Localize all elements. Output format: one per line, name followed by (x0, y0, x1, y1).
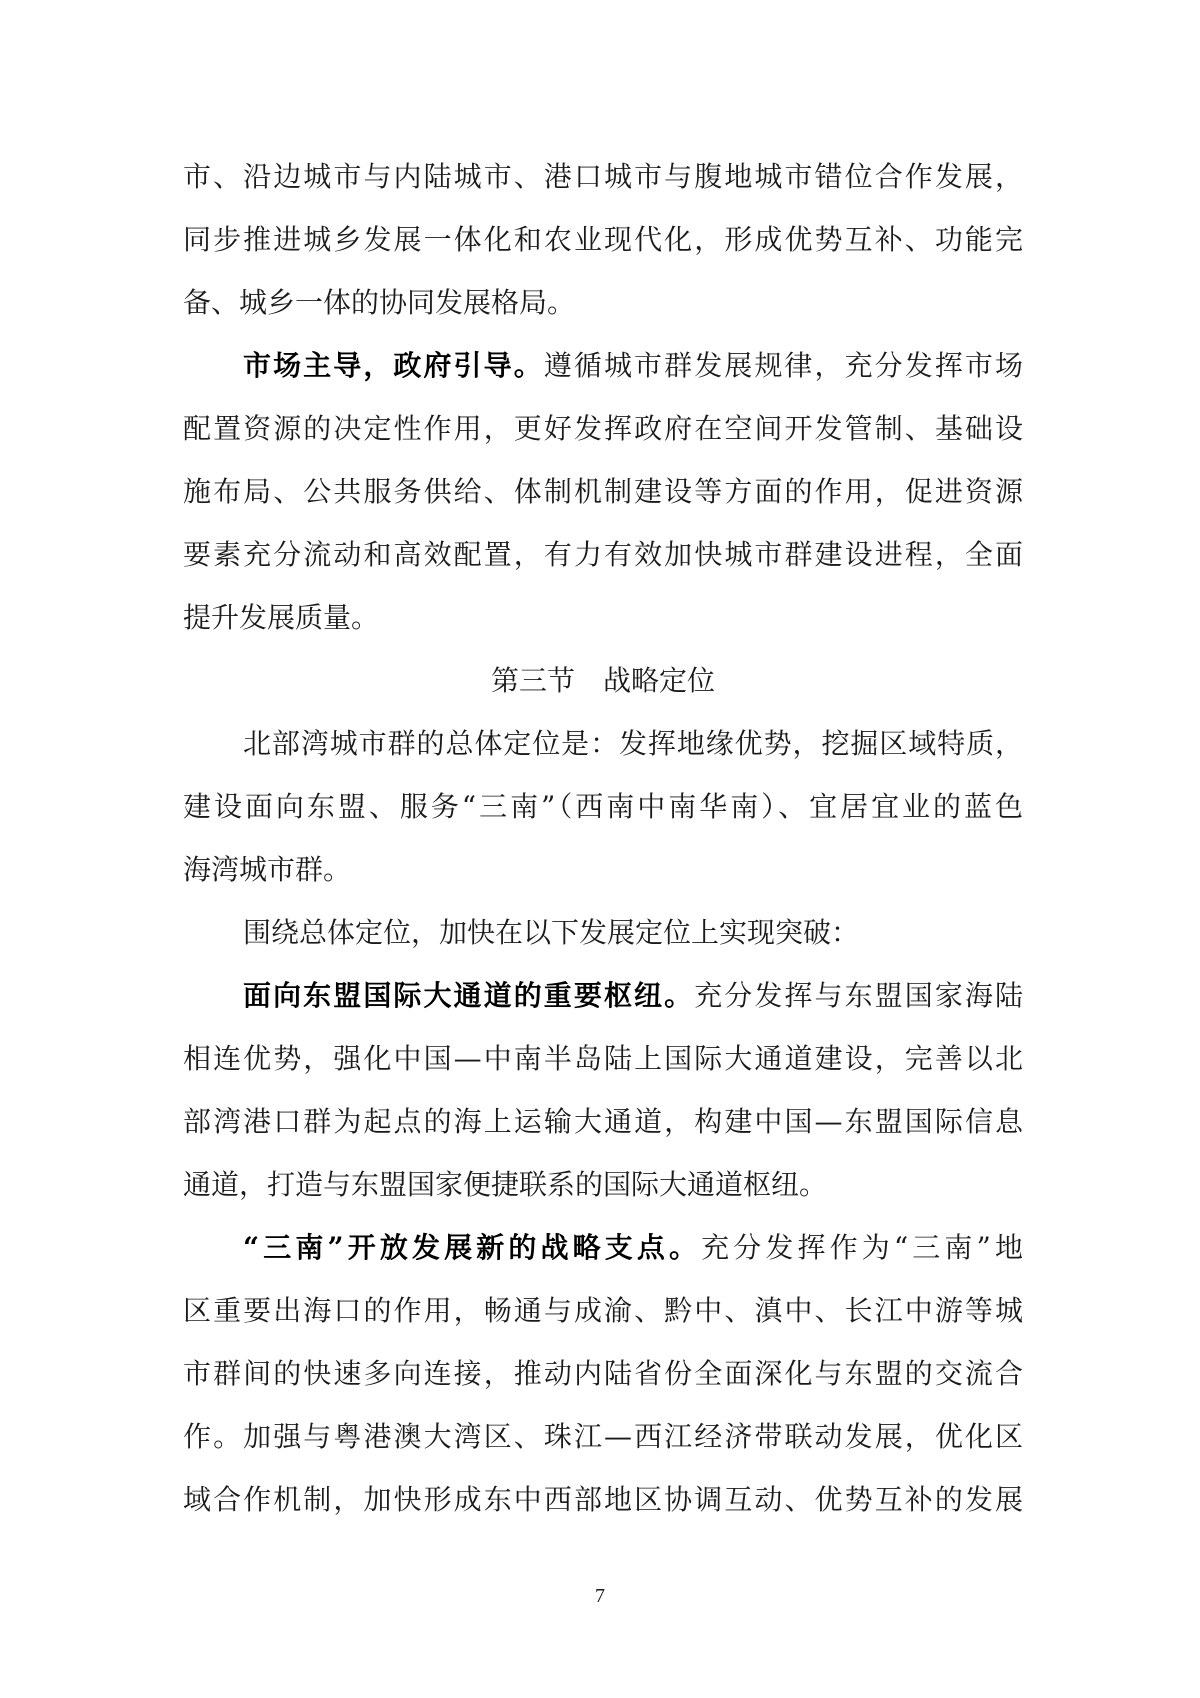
line-text: 充分发挥作为“三南”地 (701, 1231, 1023, 1264)
line-text: 同步推进城乡发展一体化和农业现代化，形成优势互补、功能完 (183, 223, 1023, 256)
text-line (183, 596, 1023, 659)
line-text: 备、城乡一体的协同发展格局。 (183, 286, 576, 319)
line-text: 要素充分流动和高效配置，有力有效加快城市群建设进程，全面 (183, 538, 1023, 571)
line-text: 遵循城市群发展规律，充分发挥市场 (543, 349, 1023, 382)
page-number: 7 (595, 1585, 605, 1607)
bold-lead-in: “三南”开放发展新的战略支点。 (243, 1231, 702, 1264)
bold-lead-in: 市场主导，政府引导。 (243, 349, 544, 382)
text-line (183, 1289, 1023, 1352)
line-text: 区重要出海口的作用，畅通与成渝、黔中、滇中、长江中游等城 (183, 1294, 1023, 1327)
text-line (183, 155, 1023, 218)
text-line (183, 1352, 1023, 1415)
text-line (183, 344, 1023, 407)
text-line (183, 911, 1023, 974)
section-heading (183, 659, 1023, 722)
text-line (183, 218, 1023, 281)
line-text: 充分发挥与东盟国家海陆 (694, 979, 1023, 1012)
text-line (183, 470, 1023, 533)
line-text: 相连优势，强化中国—中南半岛陆上国际大通道建设，完善以北 (183, 1042, 1023, 1075)
line-text: 提升发展质量。 (183, 601, 380, 634)
text-line (183, 1478, 1023, 1541)
text-line (183, 533, 1023, 596)
line-text: 围绕总体定位，加快在以下发展定位上实现突破： (243, 916, 860, 949)
text-line (183, 722, 1023, 785)
line-text: 配置资源的决定性作用，更好发挥政府在空间开发管制、基础设 (183, 412, 1023, 445)
line-text: 施布局、公共服务供给、体制机制建设等方面的作用，促进资源 (183, 475, 1023, 508)
text-line (183, 1100, 1023, 1163)
bold-lead-in: 面向东盟国际大通道的重要枢纽。 (243, 979, 695, 1012)
text-line (183, 848, 1023, 911)
line-text: 通道，打造与东盟国家便捷联系的国际大通道枢纽。 (183, 1168, 828, 1201)
line-text: 建设面向东盟、服务“三南”（西南中南华南）、宜居宜业的蓝色 (183, 790, 1023, 823)
text-line (183, 407, 1023, 470)
line-text: 第三节 战略定位 (490, 664, 715, 697)
line-text: 市、沿边城市与内陆城市、港口城市与腹地城市错位合作发展， (183, 160, 1023, 193)
text-line (183, 1163, 1023, 1226)
text-line (183, 785, 1023, 848)
text-line (183, 1415, 1023, 1478)
document-body (183, 155, 1023, 1541)
line-text: 海湾城市群。 (183, 853, 352, 886)
text-line (183, 1037, 1023, 1100)
line-text: 部湾港口群为起点的海上运输大通道，构建中国—东盟国际信息 (183, 1105, 1023, 1138)
text-line (183, 281, 1023, 344)
line-text: 北部湾城市群的总体定位是：发挥地缘优势，挖掘区域特质， (243, 727, 1023, 760)
line-text: 域合作机制，加快形成东中西部地区协调互动、优势互补的发展 (183, 1483, 1023, 1516)
line-text: 作。加强与粤港澳大湾区、珠江—西江经济带联动发展，优化区 (183, 1420, 1023, 1453)
line-text: 市群间的快速多向连接，推动内陆省份全面深化与东盟的交流合 (183, 1357, 1023, 1390)
text-line (183, 974, 1023, 1037)
text-line (183, 1226, 1023, 1289)
